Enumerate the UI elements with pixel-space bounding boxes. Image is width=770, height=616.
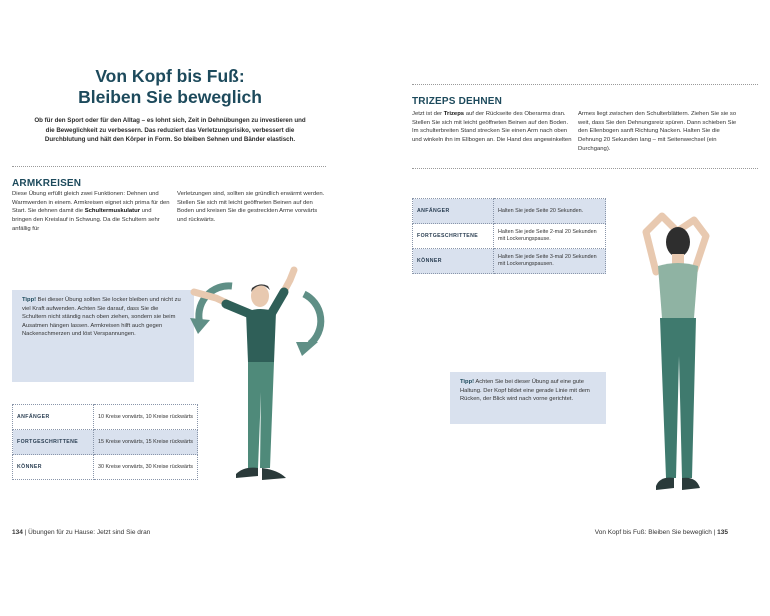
footer-separator: |: [24, 529, 29, 536]
page-number: 135: [717, 529, 728, 536]
footer-text: Übungen für zu Hause: Jetzt sind Sie dran: [28, 529, 151, 536]
footer-left: [12, 529, 150, 536]
footer-text: Von Kopf bis Fuß: Bleiben Sie beweglich: [594, 529, 712, 536]
circular-arrow-icon: [296, 294, 321, 356]
bold-term: Schultermuskulatur: [84, 208, 141, 215]
level-text: 10 Kreise vorwärts, 10 Kreise rückwärts: [94, 405, 198, 430]
tip-lead: Tipp!: [460, 379, 475, 385]
tip-text: Bei dieser Übung sollten Sie locker bleiben und nicht zu viel Kraft aufwenden. Achten Sie darauf, dass Sie die Schultern nicht ständig nach oben ziehen, sondern sie beim Ausatmen hängen lassen. Armkreisen hilft auch gegen Nackenschmerzen und löst Verspannungen.: [22, 297, 181, 338]
level-text: 15 Kreise vorwärts, 15 Kreise rückwärts: [94, 430, 198, 455]
page-number: 134: [12, 529, 23, 536]
level-text: Halten Sie jede Seite 20 Sekunden.: [494, 199, 606, 224]
title-line-2: Bleiben Sie beweglich: [78, 87, 262, 107]
table-row: [13, 430, 198, 455]
table-row: [413, 224, 606, 249]
text-part: Diese Übung erfüllt gleich zwei Funktionen: Dehnen und Warmwerden in einem. Armkreisen eignet sich prima für den Start. Sie dehnen damit die: [12, 191, 170, 215]
tip-box-armkreisen: [12, 290, 194, 382]
table-row: [413, 249, 606, 274]
level-label: FORTGESCHRITTENE: [13, 430, 94, 455]
level-label: KÖNNER: [413, 249, 494, 274]
levels-table-armkreisen: [12, 404, 198, 480]
tip-lead: Tipp!: [22, 297, 37, 303]
trizeps-text-col2: Armes liegt zwischen den Schulterblättern. Ziehen Sie sie so weit, dass Sie den Dehnungsreiz spüren. Dann schieben Sie den Ellenbogen sanft Richtung Nacken. Halten Sie die Dehnung 20 Sekunden lang – mit Seitenwechsel (ein Durchgang).: [578, 111, 737, 152]
level-label: KÖNNER: [13, 455, 94, 480]
footer-separator: |: [713, 529, 718, 536]
level-label: FORTGESCHRITTENE: [413, 224, 494, 249]
levels-table-trizeps: [412, 198, 606, 274]
trizeps-text-col1: [412, 110, 572, 145]
level-label: ANFÄNGER: [413, 199, 494, 224]
text-part: und bringen den Kreislauf in Schwung. Da die Schultern sehr anfällig für: [12, 208, 160, 232]
armkreisen-text-col1: [12, 190, 170, 234]
footer-right: [595, 529, 728, 536]
title-line-1: Von Kopf bis Fuß:: [95, 66, 245, 86]
tip-box-trizeps: [450, 372, 606, 424]
section-title-trizeps: TRIZEPS DEHNEN: [412, 96, 503, 107]
woman-triceps-stretch-figure: [632, 206, 724, 498]
table-row: [413, 199, 606, 224]
section-title-armkreisen: ARMKREISEN: [12, 178, 82, 189]
level-text: Halten Sie jede Seite 3-mal 20 Sekunden mit Lockerungspausen.: [494, 249, 606, 274]
level-label: ANFÄNGER: [13, 405, 94, 430]
level-text: Halten Sie jede Seite 2-mal 20 Sekunden mit Lockerungspause.: [494, 224, 606, 249]
table-row: [13, 455, 198, 480]
divider: [12, 166, 326, 167]
table-row: [13, 405, 198, 430]
divider: [412, 168, 758, 169]
level-text: 30 Kreise vorwärts, 30 Kreise rückwärts: [94, 455, 198, 480]
armkreisen-text-col2: Verletzungen sind, sollten sie gründlich erwärmt werden. Stellen Sie sich mit leicht geöffneten Beinen auf den Boden und kreisen Sie die gestreckten Arme vorwärts und rückwärts.: [177, 191, 325, 224]
text-part: Jetzt ist der: [412, 111, 444, 117]
text-part: auf der Rückseite des Oberarms dran. Stellen Sie sich mit leicht geöffneten Beinen auf den Boden. Im schulterbreiten Stand strecken Sie einen Arm nach oben und winkeln ihn im Ellbogen an. Die Hand des angewinkelten: [412, 111, 572, 144]
bold-term: Trizeps: [443, 111, 465, 117]
intro-text: Ob für den Sport oder für den Alltag – es lohnt sich, Zeit in Dehnübungen zu investieren und die Beweglichkeit zu verbessern. Das reduziert das Verletzungsrisiko, verbessert die Durchblutung und hält den Körper in Form. So bleiben Sehnen und Bänder elastisch.: [34, 117, 306, 144]
page-title: [40, 66, 300, 108]
tip-text: Achten Sie bei dieser Übung auf eine gute Haltung. Der Kopf bildet eine gerade Linie mit dem Rücken, der Blick wird nach vorne gerichtet.: [460, 379, 590, 403]
man-arm-circles-figure: [186, 262, 336, 498]
divider: [412, 84, 758, 85]
